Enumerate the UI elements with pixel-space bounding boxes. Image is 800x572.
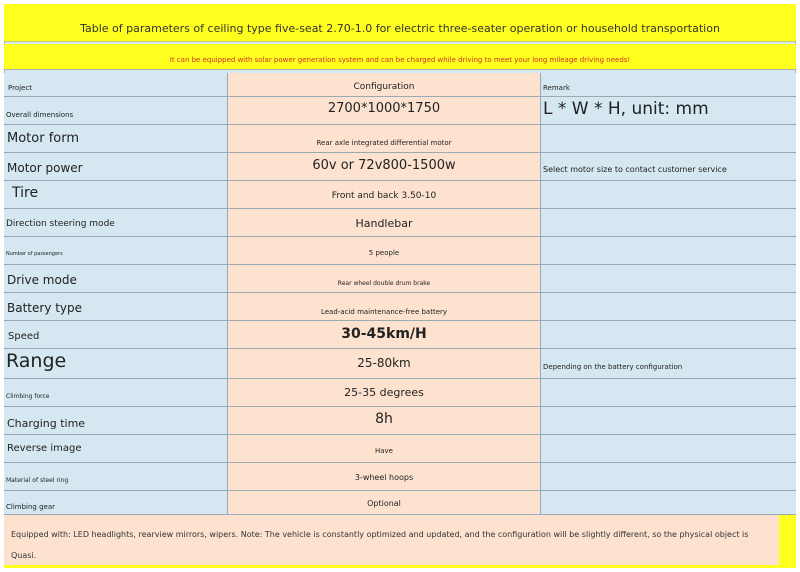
project-label: Motor form bbox=[7, 131, 80, 146]
remark-value: Select motor size to contact customer service bbox=[543, 165, 727, 174]
remark-cell bbox=[541, 407, 796, 434]
table-row bbox=[4, 491, 796, 515]
project-cell bbox=[4, 491, 228, 514]
table-row bbox=[4, 379, 796, 407]
remark-cell bbox=[541, 435, 796, 462]
config-value: Lead-acid maintenance-free battery bbox=[320, 308, 448, 316]
project-cell bbox=[4, 237, 228, 264]
project-label: Speed bbox=[8, 331, 40, 342]
remark-cell bbox=[541, 237, 796, 264]
config-value: Front and back 3.50-10 bbox=[331, 191, 437, 201]
remark-value: L * W * H, unit: mm bbox=[543, 99, 709, 119]
config-cell bbox=[228, 125, 541, 152]
project-label: Direction steering mode bbox=[6, 219, 115, 229]
config-value: 8h bbox=[375, 411, 393, 427]
table-row bbox=[4, 407, 796, 435]
project-cell bbox=[4, 293, 228, 320]
remark-cell bbox=[541, 379, 796, 406]
config-cell bbox=[228, 407, 541, 434]
header-project-cell bbox=[4, 73, 228, 96]
project-cell bbox=[4, 379, 228, 406]
config-value: Have bbox=[374, 447, 393, 455]
project-label: Climbing force bbox=[6, 393, 50, 400]
remark-cell bbox=[541, 293, 796, 320]
project-cell bbox=[4, 321, 228, 348]
project-label: Motor power bbox=[7, 161, 83, 175]
config-value: Rear axle integrated differential motor bbox=[316, 139, 452, 147]
config-value: 25-35 degrees bbox=[344, 386, 424, 399]
table-row bbox=[4, 181, 796, 209]
config-value: 60v or 72v800-1500w bbox=[312, 158, 456, 173]
config-cell bbox=[228, 463, 541, 490]
header-configuration: Configuration bbox=[353, 82, 415, 92]
project-label: Battery type bbox=[7, 301, 83, 315]
table-title: Table of parameters of ceiling type five-seat 2.70-1.0 for electric three-seater operation or household transportation bbox=[80, 22, 720, 35]
project-cell bbox=[4, 435, 228, 462]
config-cell bbox=[228, 435, 541, 462]
table-row bbox=[4, 321, 796, 349]
header-remark-cell bbox=[541, 73, 796, 96]
remark-cell bbox=[541, 153, 796, 180]
table-row bbox=[4, 349, 796, 379]
config-cell bbox=[228, 265, 541, 292]
remark-value: Depending on the battery configuration bbox=[543, 363, 683, 371]
table-row bbox=[4, 153, 796, 181]
project-cell bbox=[4, 97, 228, 124]
remark-cell bbox=[541, 125, 796, 152]
table-row bbox=[4, 435, 796, 463]
project-label: Tire bbox=[12, 185, 39, 201]
config-cell bbox=[228, 321, 541, 348]
config-cell bbox=[228, 491, 541, 514]
table-subtitle: It can be equipped with solar power generation system and can be charged while driving to meet your long mileage driving needs! bbox=[169, 56, 631, 64]
project-cell bbox=[4, 209, 228, 236]
header-project: Project bbox=[8, 84, 32, 92]
project-label: Reverse image bbox=[7, 443, 82, 454]
config-cell bbox=[228, 153, 541, 180]
config-value: 25-80km bbox=[357, 356, 411, 370]
config-cell bbox=[228, 349, 541, 378]
table-row bbox=[4, 209, 796, 237]
table-row bbox=[4, 265, 796, 293]
project-cell bbox=[4, 153, 228, 180]
remark-cell bbox=[541, 463, 796, 490]
project-label: Material of steel ring bbox=[6, 477, 69, 484]
config-value: Optional bbox=[367, 499, 401, 508]
project-cell bbox=[4, 181, 228, 208]
footer-line-1: Equipped with: LED headlights, rearview mirrors, wipers. Note: The vehicle is constantly optimized and updated, and the configuration will be slightly different, so the physical object is bbox=[11, 530, 749, 539]
table-row bbox=[4, 125, 796, 153]
config-value: 2700*1000*1750 bbox=[327, 101, 441, 116]
table-row bbox=[4, 463, 796, 491]
project-label: Drive mode bbox=[7, 273, 77, 287]
header-remark: Remark bbox=[543, 84, 570, 92]
remark-cell bbox=[541, 321, 796, 348]
remark-cell bbox=[541, 265, 796, 292]
table-row bbox=[4, 293, 796, 321]
remark-cell bbox=[541, 209, 796, 236]
header-row bbox=[4, 73, 796, 97]
config-cell bbox=[228, 237, 541, 264]
project-cell bbox=[4, 125, 228, 152]
config-value: 30-45km/H bbox=[341, 326, 427, 342]
config-value: 3-wheel hoops bbox=[354, 473, 414, 482]
table-row bbox=[4, 97, 796, 125]
project-cell bbox=[4, 349, 228, 378]
project-label: Number of passengers bbox=[6, 251, 63, 257]
config-cell bbox=[228, 293, 541, 320]
config-value: 5 people bbox=[368, 249, 400, 257]
footer-line-2: Quasi. bbox=[11, 551, 37, 560]
config-value: Rear wheel double drum brake bbox=[337, 280, 431, 287]
project-cell bbox=[4, 463, 228, 490]
remark-cell bbox=[541, 181, 796, 208]
header-configuration-cell bbox=[228, 73, 541, 96]
project-cell bbox=[4, 265, 228, 292]
config-cell bbox=[228, 379, 541, 406]
project-label: Overall dimensions bbox=[6, 111, 74, 119]
project-label: Range bbox=[6, 350, 67, 372]
config-cell bbox=[228, 181, 541, 208]
config-cell bbox=[228, 97, 541, 124]
project-label: Charging time bbox=[7, 417, 86, 430]
project-label: Climbing gear bbox=[6, 503, 56, 511]
project-cell bbox=[4, 407, 228, 434]
remark-cell bbox=[541, 97, 796, 124]
config-value: Handlebar bbox=[355, 217, 413, 230]
footer-note bbox=[4, 515, 779, 565]
table-row bbox=[4, 237, 796, 265]
config-cell bbox=[228, 209, 541, 236]
remark-cell bbox=[541, 349, 796, 378]
remark-cell bbox=[541, 491, 796, 514]
